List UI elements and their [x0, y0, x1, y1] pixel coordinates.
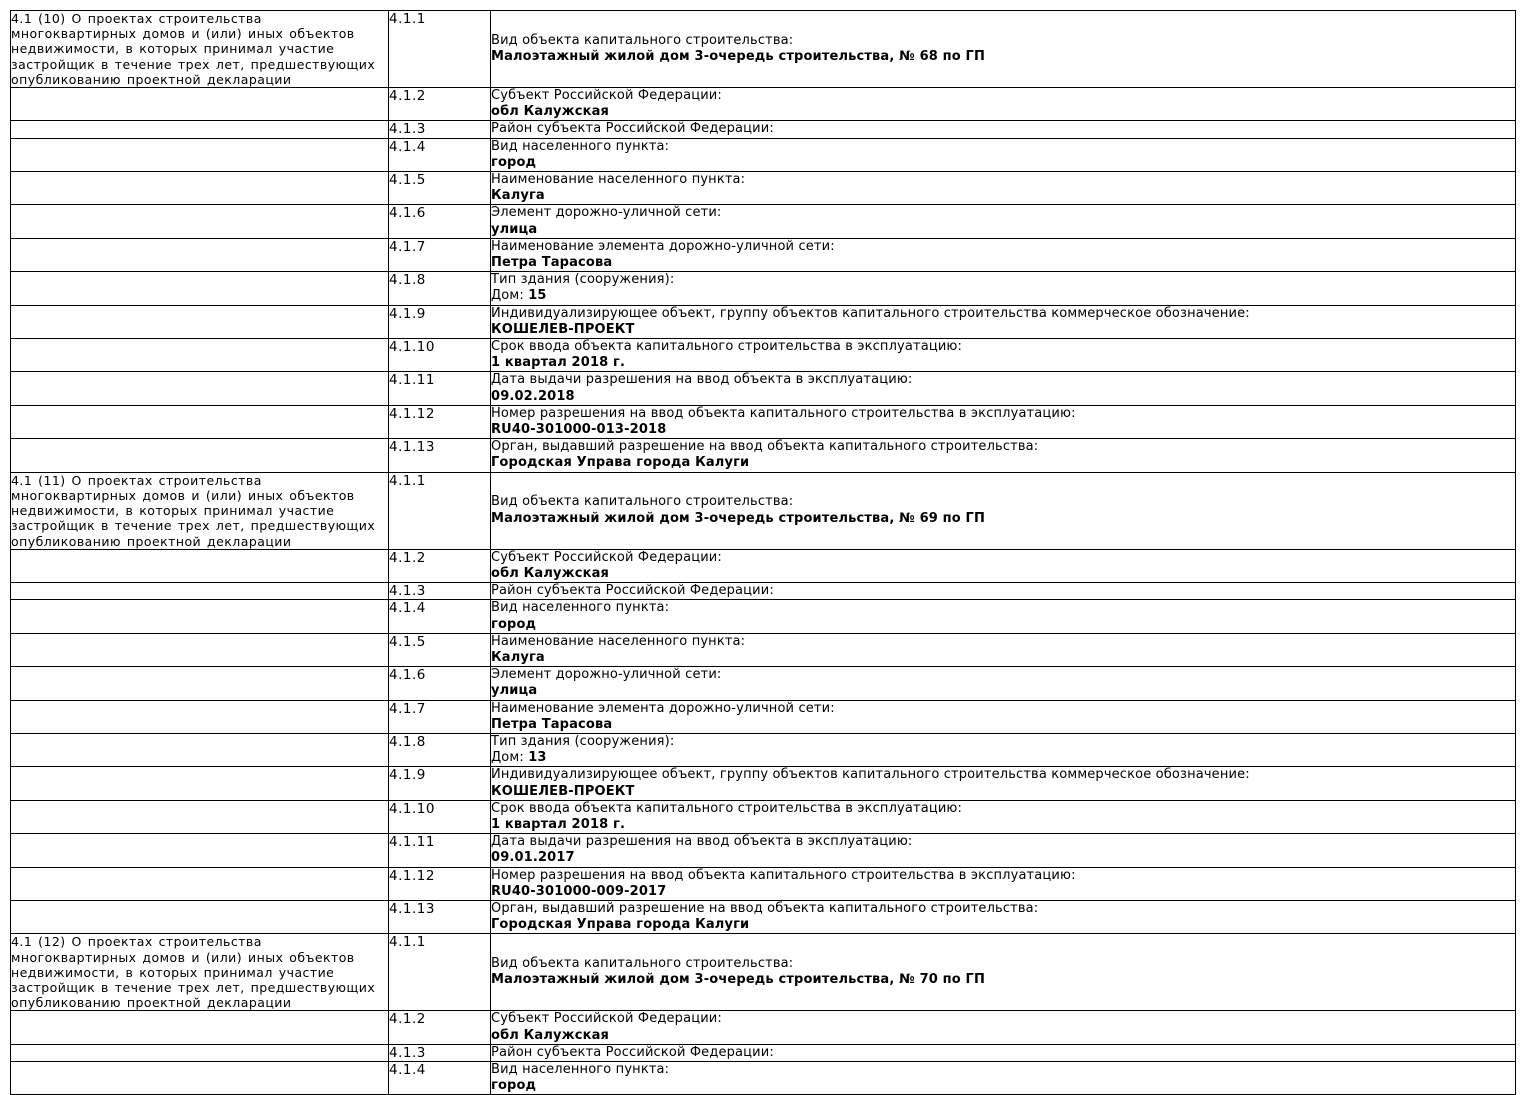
row-value: RU40-301000-009-2017	[491, 883, 667, 899]
row-value: RU40-301000-013-2018	[491, 422, 667, 438]
row-value: 1 квартал 2018 г.	[491, 355, 626, 371]
row-label: Субъект Российской Федерации:	[491, 549, 722, 565]
row-code: 4.1.2	[389, 549, 491, 582]
row-code: 4.1.6	[389, 667, 491, 700]
row-label: Вид населенного пункта:	[491, 600, 670, 616]
row-label: Субъект Российской Федерации:	[491, 1011, 722, 1027]
row-label: Дата выдачи разрешения на ввод объекта в эксплуатацию:	[491, 372, 913, 388]
row-value: Малоэтажный жилой дом 3-очередь строительства, № 68 по ГП	[491, 49, 985, 64]
row-code: 4.1.4	[389, 1062, 491, 1095]
section-header: 4.1 (12) О проектах строительства многоквартирных домов и (или) иных объектов недвижимости, в которых принимал участие застройщик в течение трех лет, предшествующих опубликованию проектной декларации	[11, 934, 389, 1011]
table-row	[11, 733, 1516, 766]
table-row	[11, 172, 1516, 205]
row-value: Петра Тарасова	[491, 255, 613, 271]
row-code: 4.1.12	[389, 405, 491, 438]
row-value: город	[491, 154, 537, 170]
row-content-cell	[491, 472, 1516, 549]
table-row	[11, 1044, 1516, 1061]
row-value: КОШЕЛЕВ-ПРОЕКТ	[491, 783, 635, 799]
table-row	[11, 439, 1516, 472]
row-value: 09.01.2017	[491, 850, 575, 866]
section-header-empty-cell	[11, 339, 389, 372]
table-row	[11, 272, 1516, 305]
section-header-empty-cell	[11, 767, 389, 800]
table-row	[11, 238, 1516, 271]
section-header-empty-cell	[11, 700, 389, 733]
table-row	[11, 667, 1516, 700]
row-value-line	[491, 355, 1515, 371]
table-row	[11, 549, 1516, 582]
table-row	[11, 339, 1516, 372]
row-code: 4.1.5	[389, 172, 491, 205]
row-value-line	[491, 389, 1515, 405]
section-header-empty-cell	[11, 272, 389, 305]
table-row	[11, 767, 1516, 800]
section-header-empty-cell	[11, 238, 389, 271]
row-code: 4.1.2	[389, 1011, 491, 1044]
table-row	[11, 1011, 1516, 1044]
row-code: 4.1.7	[389, 700, 491, 733]
row-value: 1 квартал 2018 г.	[491, 816, 626, 832]
section-header-empty-cell	[11, 439, 389, 472]
row-content-cell	[491, 339, 1516, 372]
row-value: обл Калужская	[491, 104, 609, 120]
row-code: 4.1.13	[389, 900, 491, 933]
row-content-cell	[491, 549, 1516, 582]
section-header-empty-cell	[11, 834, 389, 867]
row-value-line	[491, 104, 1515, 120]
row-code: 4.1.1	[389, 11, 491, 88]
row-value: обл Калужская	[491, 565, 609, 581]
section-header-empty-cell	[11, 1044, 389, 1061]
row-content-cell	[491, 172, 1516, 205]
row-content-cell	[491, 834, 1516, 867]
row-code: 4.1.13	[389, 439, 491, 472]
row-label: Вид объекта капитального строительства:	[491, 32, 794, 48]
section-header-empty-cell	[11, 1011, 389, 1044]
row-content-cell	[491, 767, 1516, 800]
section-header-empty-cell	[11, 583, 389, 600]
section-header-empty-cell	[11, 372, 389, 405]
row-value: Петра Тарасова	[491, 716, 613, 732]
row-code: 4.1.3	[389, 583, 491, 600]
row-code: 4.1.12	[389, 867, 491, 900]
row-code: 4.1.6	[389, 205, 491, 238]
row-content-cell	[491, 138, 1516, 171]
row-value-prefix: Дом:	[491, 288, 529, 304]
row-label: Наименование элемента дорожно-уличной сети:	[491, 238, 835, 254]
row-value: Калуга	[491, 649, 545, 665]
row-value-line	[491, 1028, 1515, 1044]
section-header-empty-cell	[11, 733, 389, 766]
row-label: Номер разрешения на ввод объекта капитального строительства в эксплуатацию:	[491, 867, 1076, 883]
section-header-empty-cell	[11, 138, 389, 171]
row-code: 4.1.8	[389, 733, 491, 766]
row-code: 4.1.5	[389, 633, 491, 666]
table-row	[11, 867, 1516, 900]
table-row	[11, 700, 1516, 733]
row-label: Район субъекта Российской Федерации:	[491, 583, 774, 599]
row-content-cell	[491, 583, 1516, 600]
section-header-empty-cell	[11, 121, 389, 138]
row-content-cell	[491, 867, 1516, 900]
row-value: 13	[528, 750, 547, 766]
row-value-line	[491, 49, 1515, 65]
row-value-line	[491, 455, 1515, 471]
section-header-empty-cell	[11, 172, 389, 205]
row-code: 4.1.11	[389, 372, 491, 405]
section-header-empty-cell	[11, 667, 389, 700]
row-value-prefix: Дом:	[491, 750, 529, 766]
row-label: Вид населенного пункта:	[491, 138, 670, 154]
row-value-line	[491, 650, 1515, 666]
row-label: Индивидуализирующее объект, группу объектов капитального строительства коммерческое обозначение:	[491, 767, 1250, 783]
section-header-empty-cell	[11, 549, 389, 582]
section-header: 4.1 (10) О проектах строительства многоквартирных домов и (или) иных объектов недвижимости, в которых принимал участие застройщик в течение трех лет, предшествующих опубликованию проектной декларации	[11, 11, 389, 88]
section-header-empty-cell	[11, 867, 389, 900]
row-content-cell	[491, 733, 1516, 766]
row-value-line	[491, 972, 1515, 988]
row-value-line	[491, 717, 1515, 733]
row-label: Элемент дорожно-уличной сети:	[491, 667, 722, 683]
table-row	[11, 372, 1516, 405]
row-code: 4.1.10	[389, 339, 491, 372]
row-value: улица	[491, 221, 538, 237]
row-label: Элемент дорожно-уличной сети:	[491, 205, 722, 221]
row-value-line	[491, 511, 1515, 527]
row-content-cell	[491, 205, 1516, 238]
row-value-line	[491, 422, 1515, 438]
section-header-empty-cell	[11, 305, 389, 338]
row-label: Наименование элемента дорожно-уличной сети:	[491, 700, 835, 716]
row-content-cell	[491, 405, 1516, 438]
row-value-line	[491, 255, 1515, 271]
table-row	[11, 1062, 1516, 1095]
row-label: Тип здания (сооружения):	[491, 272, 675, 288]
row-value-line	[491, 566, 1515, 582]
row-content-cell	[491, 439, 1516, 472]
row-label: Дата выдачи разрешения на ввод объекта в эксплуатацию:	[491, 834, 913, 850]
row-code: 4.1.3	[389, 121, 491, 138]
row-content-cell	[491, 667, 1516, 700]
row-code: 4.1.1	[389, 934, 491, 1011]
row-code: 4.1.3	[389, 1044, 491, 1061]
table-row	[11, 900, 1516, 933]
table-row	[11, 405, 1516, 438]
row-label: Наименование населенного пункта:	[491, 172, 746, 188]
section-header: 4.1 (11) О проектах строительства многоквартирных домов и (или) иных объектов недвижимости, в которых принимал участие застройщик в течение трех лет, предшествующих опубликованию проектной декларации	[11, 472, 389, 549]
row-code: 4.1.7	[389, 238, 491, 271]
row-content-cell	[491, 900, 1516, 933]
section-header-empty-cell	[11, 405, 389, 438]
row-value: КОШЕЛЕВ-ПРОЕКТ	[491, 321, 635, 337]
row-code: 4.1.9	[389, 767, 491, 800]
section-header-empty-cell	[11, 205, 389, 238]
row-value: город	[491, 1078, 537, 1094]
table-row	[11, 121, 1516, 138]
row-code: 4.1.10	[389, 800, 491, 833]
row-content-cell	[491, 121, 1516, 138]
row-value-line	[491, 155, 1515, 171]
row-value: обл Калужская	[491, 1027, 609, 1043]
section-header-empty-cell	[11, 633, 389, 666]
section-header-empty-cell	[11, 900, 389, 933]
section-header-empty-cell	[11, 800, 389, 833]
row-label: Срок ввода объекта капитального строительства в эксплуатацию:	[491, 800, 963, 816]
row-value: Калуга	[491, 188, 545, 204]
row-value-line	[491, 884, 1515, 900]
declaration-table-body	[11, 11, 1516, 1095]
row-value-line	[491, 817, 1515, 833]
row-label: Субъект Российской Федерации:	[491, 88, 722, 104]
row-content-cell	[491, 633, 1516, 666]
row-content-cell	[491, 1044, 1516, 1061]
row-value: Городская Управа города Калуги	[491, 455, 750, 471]
row-content-cell	[491, 700, 1516, 733]
row-content-cell	[491, 934, 1516, 1011]
row-value-line	[491, 750, 1515, 766]
row-code: 4.1.4	[389, 600, 491, 633]
row-code: 4.1.4	[389, 138, 491, 171]
row-content-cell	[491, 88, 1516, 121]
table-row	[11, 934, 1516, 1011]
row-label: Номер разрешения на ввод объекта капитального строительства в эксплуатацию:	[491, 405, 1076, 421]
row-content-cell	[491, 272, 1516, 305]
row-label: Орган, выдавший разрешение на ввод объекта капитального строительства:	[491, 439, 1039, 455]
row-value: улица	[491, 683, 538, 699]
row-label: Тип здания (сооружения):	[491, 733, 675, 749]
row-content-cell	[491, 800, 1516, 833]
row-value-line	[491, 288, 1515, 304]
section-header-empty-cell	[11, 1062, 389, 1095]
table-row	[11, 472, 1516, 549]
row-value: Малоэтажный жилой дом 3-очередь строительства, № 70 по ГП	[491, 972, 985, 988]
row-content-cell	[491, 11, 1516, 88]
row-label: Район субъекта Российской Федерации:	[491, 1044, 774, 1060]
row-value-line	[491, 850, 1515, 866]
row-value-line	[491, 1078, 1515, 1094]
table-row	[11, 205, 1516, 238]
row-value-line	[491, 617, 1515, 633]
row-value-line	[491, 222, 1515, 238]
row-content-cell	[491, 372, 1516, 405]
row-content-cell	[491, 600, 1516, 633]
row-value: Городская Управа города Калуги	[491, 917, 750, 933]
row-value-line	[491, 188, 1515, 204]
row-code: 4.1.11	[389, 834, 491, 867]
table-row	[11, 834, 1516, 867]
row-code: 4.1.8	[389, 272, 491, 305]
row-label: Район субъекта Российской Федерации:	[491, 121, 774, 137]
table-row	[11, 138, 1516, 171]
row-content-cell	[491, 238, 1516, 271]
row-value: город	[491, 616, 537, 632]
row-code: 4.1.2	[389, 88, 491, 121]
row-label: Индивидуализирующее объект, группу объектов капитального строительства коммерческое обозначение:	[491, 305, 1250, 321]
declaration-table	[10, 10, 1516, 1095]
table-row	[11, 800, 1516, 833]
table-row	[11, 600, 1516, 633]
row-label: Орган, выдавший разрешение на ввод объекта капитального строительства:	[491, 900, 1039, 916]
row-content-cell	[491, 1011, 1516, 1044]
row-value: Малоэтажный жилой дом 3-очередь строительства, № 69 по ГП	[491, 510, 985, 526]
row-value-line	[491, 917, 1515, 933]
section-header-empty-cell	[11, 600, 389, 633]
section-header-empty-cell	[11, 88, 389, 121]
row-label: Вид населенного пункта:	[491, 1062, 670, 1077]
row-content-cell	[491, 305, 1516, 338]
row-value: 15	[528, 288, 547, 304]
table-row	[11, 88, 1516, 121]
row-value: 09.02.2018	[491, 388, 575, 404]
row-label: Вид объекта капитального строительства:	[491, 956, 794, 972]
row-code: 4.1.9	[389, 305, 491, 338]
row-code: 4.1.1	[389, 472, 491, 549]
table-row	[11, 305, 1516, 338]
table-row	[11, 633, 1516, 666]
table-row	[11, 11, 1516, 88]
row-label: Срок ввода объекта капитального строительства в эксплуатацию:	[491, 339, 963, 355]
row-value-line	[491, 683, 1515, 699]
row-label: Наименование населенного пункта:	[491, 633, 746, 649]
row-value-line	[491, 322, 1515, 338]
row-label: Вид объекта капитального строительства:	[491, 494, 794, 510]
table-row	[11, 583, 1516, 600]
row-value-line	[491, 784, 1515, 800]
row-content-cell	[491, 1062, 1516, 1095]
